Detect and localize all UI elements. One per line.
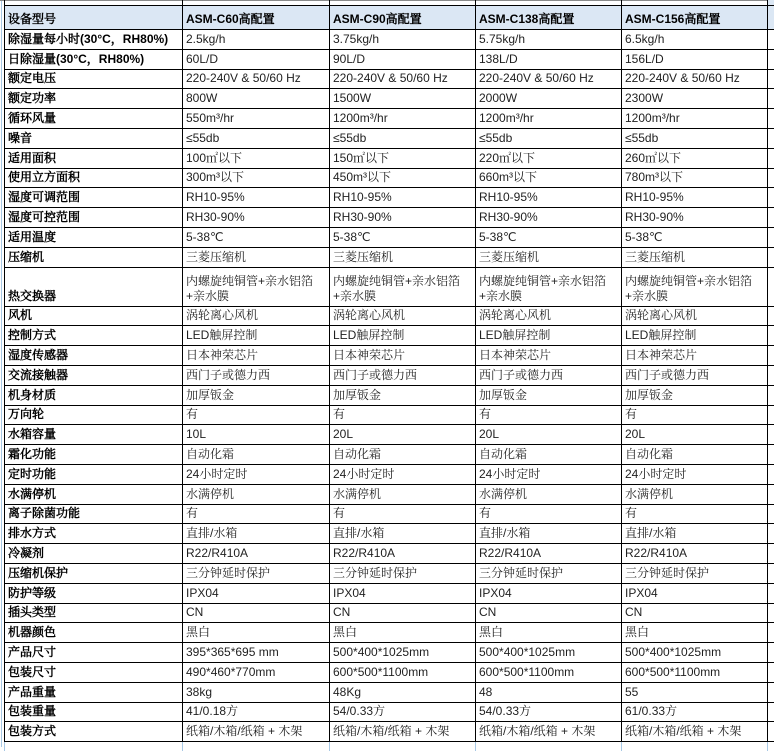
spec-value-cell: 450m³以下 [330, 168, 476, 188]
spec-value-cell: 日本神荣芯片 [183, 346, 330, 366]
spec-value-cell: 100㎡以下 [183, 148, 330, 168]
spec-row-label: 产品重量 [5, 682, 183, 702]
table-row [5, 385, 774, 405]
spec-value-cell: RH30-90% [476, 208, 622, 228]
table-row [5, 682, 774, 702]
spec-row-label: 万向轮 [5, 405, 183, 425]
spec-value-cell: 24小时定时 [183, 464, 330, 484]
spec-value-cell: 自动化霜 [183, 445, 330, 465]
spec-value-cell: 300m³以下 [183, 168, 330, 188]
spec-row-label: 机器颜色 [5, 623, 183, 643]
grid-sliver-cell [768, 405, 774, 425]
model-header-1: ASM-C60高配置 [183, 6, 330, 30]
grid-sliver-cell [768, 445, 774, 465]
spec-value-cell: 395*365*695 mm [183, 643, 330, 663]
spec-value-cell: 260㎡以下 [622, 148, 768, 168]
spec-value-cell: 涡轮离心风机 [183, 306, 330, 326]
spec-value-cell: 黑白 [183, 623, 330, 643]
spec-value-cell: 490*460*770mm [183, 662, 330, 682]
grid-sliver-cell [768, 722, 774, 742]
spec-value-cell: 西门子或德力西 [330, 365, 476, 385]
spec-value-cell: IPX04 [476, 583, 622, 603]
spec-value-cell: 自动化霜 [622, 445, 768, 465]
table-row [5, 30, 774, 50]
table-row [5, 346, 774, 366]
spec-value-cell: 41/0.18方 [183, 702, 330, 722]
table-row [5, 623, 774, 643]
grid-sliver-cell [768, 89, 774, 109]
grid-sliver-cell [768, 643, 774, 663]
spec-value-cell: R22/R410A [622, 544, 768, 564]
grid-sliver-cell [768, 69, 774, 89]
table-row [5, 247, 774, 267]
grid-sliver-cell [768, 464, 774, 484]
column-border-segment [475, 0, 476, 5]
table-row [5, 405, 774, 425]
spec-value-cell: 西门子或德力西 [476, 365, 622, 385]
grid-sliver-cell [768, 504, 774, 524]
sheet-left-gridline [1, 0, 2, 747]
spec-value-cell: IPX04 [330, 583, 476, 603]
spec-row-label: 水满停机 [5, 484, 183, 504]
spec-value-cell: 500*400*1025mm [476, 643, 622, 663]
spec-value-cell: 纸箱/木箱/纸箱 + 木架 [622, 722, 768, 742]
spec-value-cell: 5-38℃ [330, 227, 476, 247]
model-header-2: ASM-C90高配置 [330, 6, 476, 30]
spec-value-cell: 西门子或德力西 [622, 365, 768, 385]
spec-value-cell: 90L/D [330, 49, 476, 69]
column-border-segment [621, 0, 622, 5]
spec-value-cell: 涡轮离心风机 [476, 306, 622, 326]
spec-value-cell: RH30-90% [183, 208, 330, 228]
grid-sliver-cell [768, 682, 774, 702]
spec-value-cell: 600*500*1100mm [476, 662, 622, 682]
table-row [5, 603, 774, 623]
spec-value-cell: 156L/D [622, 49, 768, 69]
spec-value-cell: 24小时定时 [476, 464, 622, 484]
table-row [5, 128, 774, 148]
spec-value-cell: 220-240V & 50/60 Hz [476, 69, 622, 89]
spec-value-cell: 54/0.33方 [330, 702, 476, 722]
spec-value-cell: 有 [183, 504, 330, 524]
spec-value-cell: 6.5kg/h [622, 30, 768, 50]
spec-value-cell: R22/R410A [476, 544, 622, 564]
grid-sliver-cell [768, 346, 774, 366]
column-border-segment [4, 0, 5, 5]
grid-sliver-cell [768, 306, 774, 326]
spec-row-label: 机身材质 [5, 385, 183, 405]
spec-value-cell: 三分钟延时保护 [330, 563, 476, 583]
spec-value-cell: 三菱压缩机 [476, 247, 622, 267]
grid-sliver-cell [768, 603, 774, 623]
table-body [5, 30, 774, 742]
grid-sliver-cell [768, 702, 774, 722]
spec-header-label: 设备型号 [5, 6, 183, 30]
spec-value-cell: 220-240V & 50/60 Hz [330, 69, 476, 89]
spec-value-cell: 黑白 [330, 623, 476, 643]
spec-row-label: 压缩机保护 [5, 563, 183, 583]
grid-sliver-cell [768, 208, 774, 228]
grid-sliver-cell [768, 544, 774, 564]
spec-value-cell: 三分钟延时保护 [183, 563, 330, 583]
spec-row-label: 交流接触器 [5, 365, 183, 385]
table-row [5, 326, 774, 346]
spec-value-cell: 三菱压缩机 [183, 247, 330, 267]
spec-row-label: 湿度可控范围 [5, 208, 183, 228]
spec-value-cell: 800W [183, 89, 330, 109]
column-border-segment [182, 0, 183, 5]
spec-value-cell: 直排/水箱 [476, 524, 622, 544]
spec-row-label: 日除湿量(30°C，RH80%) [5, 49, 183, 69]
spec-row-label: 产品尺寸 [5, 643, 183, 663]
spec-value-cell: IPX04 [622, 583, 768, 603]
spec-value-cell: 5-38℃ [476, 227, 622, 247]
spec-value-cell: 有 [330, 504, 476, 524]
spec-value-cell: 600*500*1100mm [622, 662, 768, 682]
spec-value-cell: 有 [622, 405, 768, 425]
spec-value-cell: 水满停机 [183, 484, 330, 504]
table-row [5, 643, 774, 663]
table-row [5, 425, 774, 445]
spec-row-label: 包装重量 [5, 702, 183, 722]
grid-sliver-cell [768, 365, 774, 385]
spec-value-cell: 西门子或德力西 [183, 365, 330, 385]
table-row [5, 109, 774, 129]
spec-value-cell: 内螺旋纯铜管+亲水铝箔+亲水膜 [622, 267, 768, 306]
spec-value-cell: 1200m³/hr [622, 109, 768, 129]
spec-value-cell: 1500W [330, 89, 476, 109]
spec-row-label: 噪音 [5, 128, 183, 148]
spec-value-cell: 24小时定时 [330, 464, 476, 484]
header-fill-continuation [767, 0, 774, 5]
spec-value-cell: 10L [183, 425, 330, 445]
spec-value-cell: 加厚钣金 [476, 385, 622, 405]
spec-value-cell: RH10-95% [330, 188, 476, 208]
spec-value-cell: 纸箱/木箱/纸箱 + 木架 [183, 722, 330, 742]
spec-row-label: 额定功率 [5, 89, 183, 109]
grid-sliver-cell [768, 583, 774, 603]
table-row [5, 49, 774, 69]
table-row [5, 227, 774, 247]
spec-value-cell: R22/R410A [183, 544, 330, 564]
spec-value-cell: 5-38℃ [622, 227, 768, 247]
spec-value-cell: 有 [183, 405, 330, 425]
table-row [5, 662, 774, 682]
grid-sliver-cell [768, 326, 774, 346]
spec-value-cell: RH30-90% [330, 208, 476, 228]
spec-value-cell: 3.75kg/h [330, 30, 476, 50]
spec-row-label: 定时功能 [5, 464, 183, 484]
spec-value-cell: R22/R410A [330, 544, 476, 564]
spec-value-cell: 加厚钣金 [330, 385, 476, 405]
spec-value-cell: 220-240V & 50/60 Hz [183, 69, 330, 89]
spec-value-cell: 日本神荣芯片 [476, 346, 622, 366]
spec-value-cell: 220㎡以下 [476, 148, 622, 168]
spec-value-cell: 内螺旋纯铜管+亲水铝箔+亲水膜 [183, 267, 330, 306]
table-row [5, 563, 774, 583]
spec-value-cell: ≤55db [476, 128, 622, 148]
table-row [5, 89, 774, 109]
spec-row-label: 压缩机 [5, 247, 183, 267]
spec-value-cell: 有 [476, 405, 622, 425]
spec-value-cell: 水满停机 [476, 484, 622, 504]
spec-value-cell: 2.5kg/h [183, 30, 330, 50]
spec-row-label: 控制方式 [5, 326, 183, 346]
spec-value-cell: CN [330, 603, 476, 623]
spec-value-cell: 三分钟延时保护 [476, 563, 622, 583]
spec-value-cell: 纸箱/木箱/纸箱 + 木架 [476, 722, 622, 742]
spec-row-label: 适用温度 [5, 227, 183, 247]
spec-value-cell: 加厚钣金 [183, 385, 330, 405]
spec-value-cell: CN [622, 603, 768, 623]
grid-sliver-cell [768, 425, 774, 445]
spec-row-label: 湿度传感器 [5, 346, 183, 366]
spec-value-cell: 138L/D [476, 49, 622, 69]
spec-value-cell: LED触屏控制 [622, 326, 768, 346]
spec-row-label: 风机 [5, 306, 183, 326]
spec-value-cell: 150㎡以下 [330, 148, 476, 168]
column-border-segment [329, 0, 330, 5]
spec-row-label: 水箱容量 [5, 425, 183, 445]
spec-value-cell: 内螺旋纯铜管+亲水铝箔+亲水膜 [330, 267, 476, 306]
top-grid-sliver [4, 0, 774, 5]
product-spec-table [4, 5, 774, 742]
table-row [5, 148, 774, 168]
table-row [5, 524, 774, 544]
table-row [5, 267, 774, 306]
spec-row-label: 湿度可调范围 [5, 188, 183, 208]
spec-value-cell: 20L [622, 425, 768, 445]
spec-value-cell: 2000W [476, 89, 622, 109]
spec-value-cell: LED触屏控制 [476, 326, 622, 346]
spec-value-cell: 500*400*1025mm [330, 643, 476, 663]
spec-value-cell: 60L/D [183, 49, 330, 69]
spec-value-cell: 48 [476, 682, 622, 702]
spec-row-label: 离子除菌功能 [5, 504, 183, 524]
spec-value-cell: 有 [622, 504, 768, 524]
spec-row-label: 冷凝剂 [5, 544, 183, 564]
table-row [5, 484, 774, 504]
grid-sliver-cell [768, 563, 774, 583]
grid-sliver-cell [768, 623, 774, 643]
spec-value-cell: 1200m³/hr [330, 109, 476, 129]
spec-row-label: 除湿量每小时(30°C，RH80%) [5, 30, 183, 50]
spec-row-label: 适用面积 [5, 148, 183, 168]
grid-sliver-cell [768, 128, 774, 148]
spec-value-cell: 1200m³/hr [476, 109, 622, 129]
table-row [5, 702, 774, 722]
spec-value-cell: 20L [476, 425, 622, 445]
header-row [5, 6, 774, 30]
spec-value-cell: CN [183, 603, 330, 623]
spec-value-cell: 55 [622, 682, 768, 702]
grid-sliver-cell [768, 227, 774, 247]
spec-value-cell: 220-240V & 50/60 Hz [622, 69, 768, 89]
grid-sliver-cell [768, 188, 774, 208]
spec-value-cell: 24小时定时 [622, 464, 768, 484]
spec-value-cell: IPX04 [183, 583, 330, 603]
spec-value-cell: 20L [330, 425, 476, 445]
grid-sliver-cell [768, 247, 774, 267]
table-row [5, 464, 774, 484]
spec-value-cell: RH10-95% [622, 188, 768, 208]
spec-value-cell: 780m³以下 [622, 168, 768, 188]
spec-value-cell: 涡轮离心风机 [330, 306, 476, 326]
spec-value-cell: LED触屏控制 [330, 326, 476, 346]
spec-row-label: 额定电压 [5, 69, 183, 89]
spec-value-cell: ≤55db [183, 128, 330, 148]
spec-value-cell: ≤55db [330, 128, 476, 148]
spec-value-cell: 61/0.33方 [622, 702, 768, 722]
spec-value-cell: RH10-95% [183, 188, 330, 208]
spec-value-cell: 日本神荣芯片 [622, 346, 768, 366]
grid-sliver-cell [768, 109, 774, 129]
grid-sliver-cell [768, 385, 774, 405]
spec-value-cell: 38kg [183, 682, 330, 702]
spec-value-cell: 水满停机 [330, 484, 476, 504]
grid-sliver-cell [768, 148, 774, 168]
spec-row-label: 防护等级 [5, 583, 183, 603]
spec-row-label: 插头类型 [5, 603, 183, 623]
grid-sliver-cell [768, 6, 774, 30]
table-row [5, 504, 774, 524]
spec-value-cell: 有 [476, 504, 622, 524]
table-row [5, 208, 774, 228]
column-border-segment [767, 0, 768, 5]
table-row [5, 69, 774, 89]
spec-value-cell: CN [476, 603, 622, 623]
spec-value-cell: 黑白 [622, 623, 768, 643]
spec-value-cell: 直排/水箱 [183, 524, 330, 544]
sheet-top-gridline [0, 0, 774, 1]
table-row [5, 544, 774, 564]
model-header-3: ASM-C138高配置 [476, 6, 622, 30]
spec-row-label: 排水方式 [5, 524, 183, 544]
table-row [5, 188, 774, 208]
grid-sliver-cell [768, 524, 774, 544]
table-row [5, 583, 774, 603]
table-row [5, 445, 774, 465]
spec-value-cell: 5-38℃ [183, 227, 330, 247]
table-row [5, 306, 774, 326]
spec-value-cell: 2300W [622, 89, 768, 109]
spec-value-cell: LED触屏控制 [183, 326, 330, 346]
spec-value-cell: 水满停机 [622, 484, 768, 504]
spec-value-cell: 直排/水箱 [330, 524, 476, 544]
table-row [5, 168, 774, 188]
spec-value-cell: 自动化霜 [476, 445, 622, 465]
spec-row-label: 循环风量 [5, 109, 183, 129]
spec-value-cell: 48Kg [330, 682, 476, 702]
spec-value-cell: 直排/水箱 [622, 524, 768, 544]
spec-value-cell: 5.75kg/h [476, 30, 622, 50]
spec-row-label: 使用立方面积 [5, 168, 183, 188]
spec-value-cell: 三分钟延时保护 [622, 563, 768, 583]
model-header-4: ASM-C156高配置 [622, 6, 768, 30]
spec-value-cell: 600*500*1100mm [330, 662, 476, 682]
spec-value-cell: 加厚钣金 [622, 385, 768, 405]
spec-value-cell: 550m³/hr [183, 109, 330, 129]
spec-value-cell: 三菱压缩机 [330, 247, 476, 267]
spec-value-cell: 自动化霜 [330, 445, 476, 465]
spec-value-cell: 660m³以下 [476, 168, 622, 188]
spec-value-cell: RH30-90% [622, 208, 768, 228]
spec-value-cell: 500*400*1025mm [622, 643, 768, 663]
table-row [5, 365, 774, 385]
spec-row-label: 热交换器 [5, 267, 183, 306]
spec-value-cell: 54/0.33方 [476, 702, 622, 722]
spec-value-cell: 有 [330, 405, 476, 425]
spec-value-cell: 黑白 [476, 623, 622, 643]
spec-value-cell: 纸箱/木箱/纸箱 + 木架 [330, 722, 476, 742]
spec-value-cell: 涡轮离心风机 [622, 306, 768, 326]
grid-sliver-cell [768, 30, 774, 50]
grid-sliver-cell [768, 484, 774, 504]
spec-row-label: 包装尺寸 [5, 662, 183, 682]
spec-value-cell: 三菱压缩机 [622, 247, 768, 267]
table-header [5, 6, 774, 30]
spec-value-cell: 内螺旋纯铜管+亲水铝箔+亲水膜 [476, 267, 622, 306]
spec-row-label: 包装方式 [5, 722, 183, 742]
grid-sliver-cell [768, 267, 774, 306]
table-row [5, 722, 774, 742]
spec-value-cell: ≤55db [622, 128, 768, 148]
grid-sliver-cell [768, 662, 774, 682]
spec-row-label: 霜化功能 [5, 445, 183, 465]
grid-sliver-cell [768, 49, 774, 69]
spec-value-cell: 日本神荣芯片 [330, 346, 476, 366]
spec-value-cell: RH10-95% [476, 188, 622, 208]
grid-sliver-cell [768, 168, 774, 188]
